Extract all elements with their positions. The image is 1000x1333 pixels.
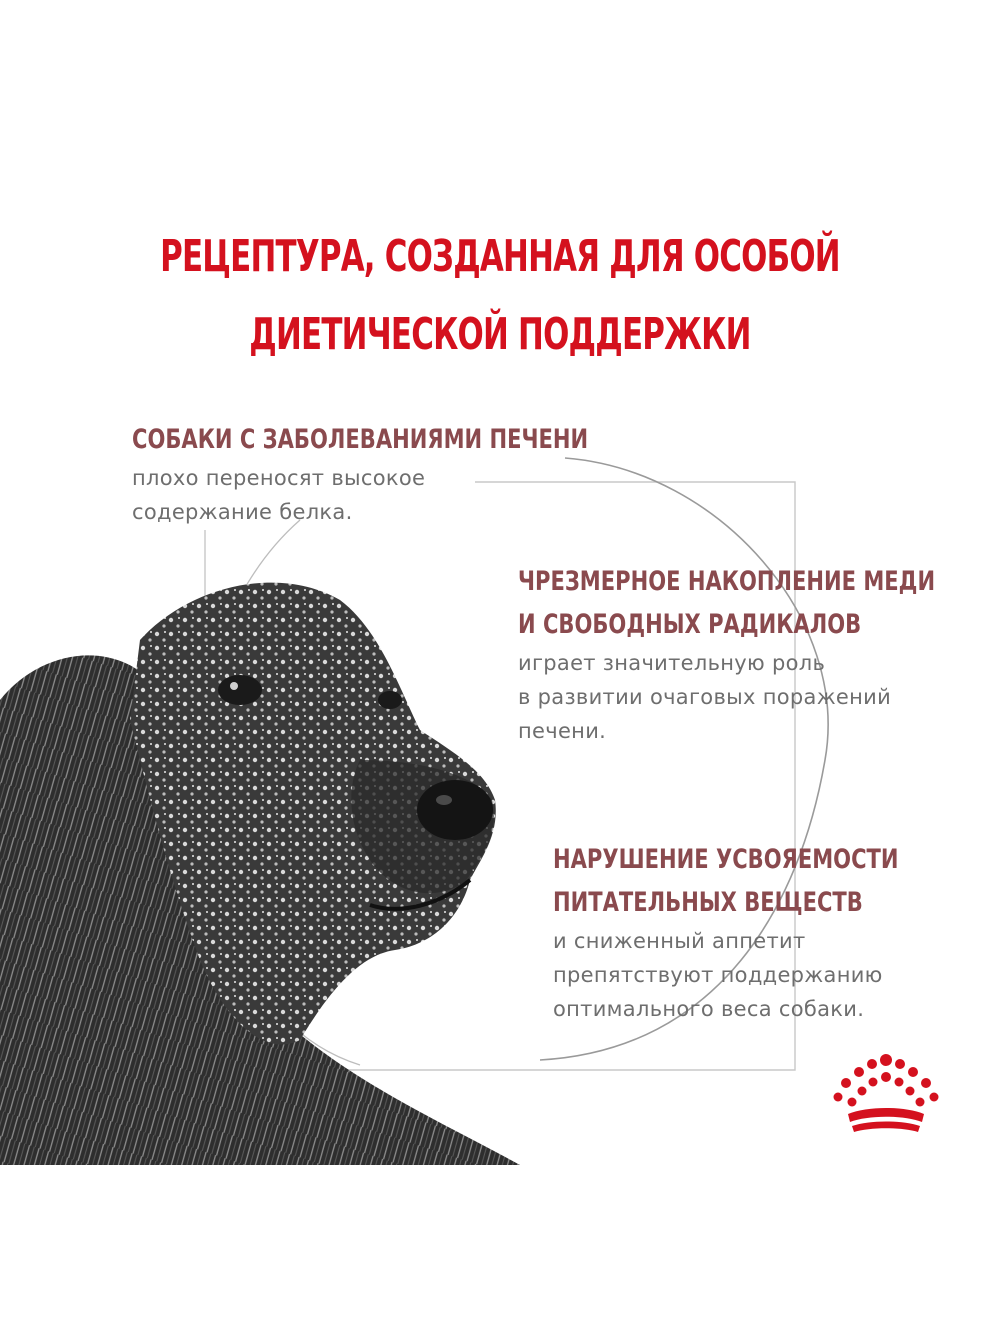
- info-text: и сниженный аппетит: [553, 929, 806, 953]
- info-text: оптимального веса собаки.: [553, 997, 865, 1021]
- info-heading: СОБАКИ С ЗАБОЛЕВАНИЯМИ ПЕЧЕНИ: [132, 424, 589, 455]
- info-text: плохо переносят высокое: [132, 466, 426, 490]
- info-heading: ПИТАТЕЛЬНЫХ ВЕЩЕСТВ: [553, 887, 863, 918]
- info-text: печени.: [518, 719, 607, 743]
- info-heading: И СВОБОДНЫХ РАДИКАЛОВ: [518, 609, 862, 640]
- info-text: содержание белка.: [132, 500, 353, 524]
- headline-line-1: РЕЦЕПТУРА, СОЗДАННАЯ ДЛЯ ОСОБОЙ: [160, 231, 840, 282]
- info-heading: ЧРЕЗМЕРНОЕ НАКОПЛЕНИЕ МЕДИ: [518, 566, 936, 597]
- info-block-copper: [518, 560, 1000, 748]
- headline-line-2: ДИЕТИЧЕСКОЙ ПОДДЕРЖКИ: [249, 309, 751, 360]
- headline: [110, 218, 890, 374]
- info-text: играет значительную роль: [518, 651, 826, 675]
- crown-logo-icon: [832, 1052, 940, 1138]
- info-block-liver: [132, 418, 717, 529]
- info-text: в развитии очаговых поражений: [518, 685, 892, 709]
- info-text: препятствуют поддержанию: [553, 963, 883, 987]
- info-heading: НАРУШЕНИЕ УСВОЯЕМОСТИ: [553, 844, 899, 875]
- info-block-nutrients: [553, 838, 996, 1026]
